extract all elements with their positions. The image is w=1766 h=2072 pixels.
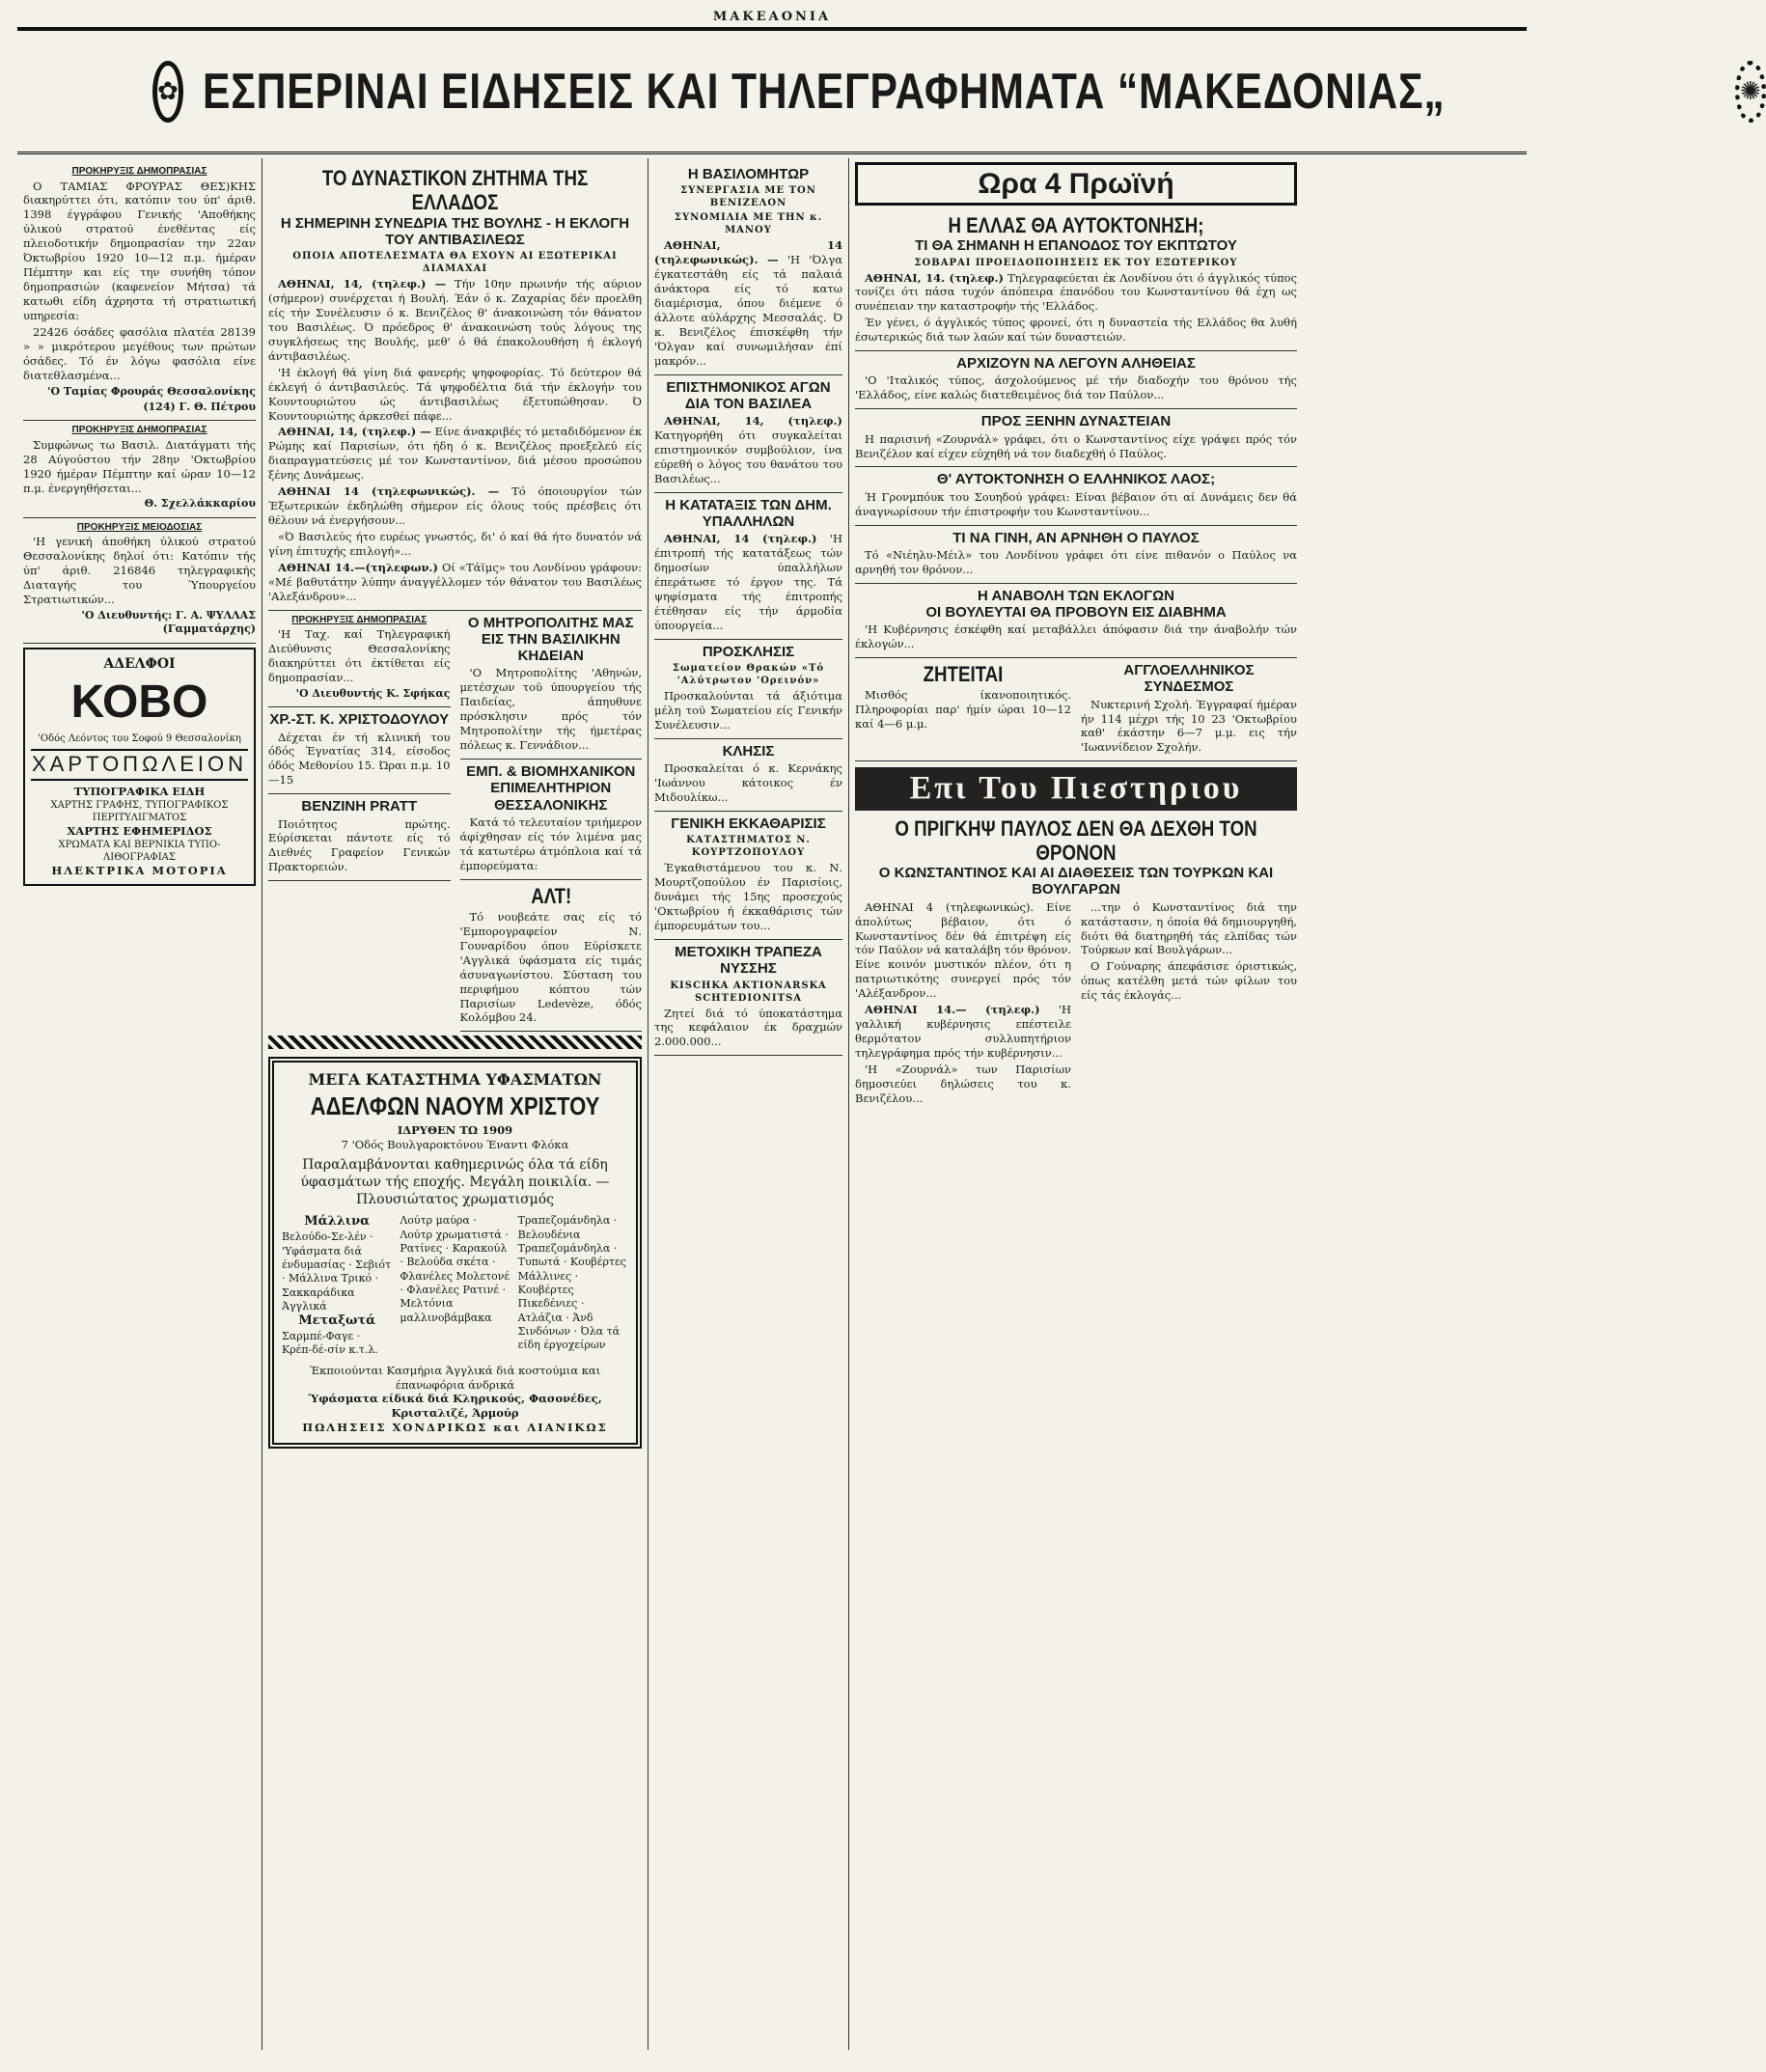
dateline: ΑΘΗΝΑΙ, 14, (τηλεφ.) — [278, 425, 431, 439]
masthead-title: ΕΣΠΕΡΙΝΑΙ ΕΙΔΗΣΕΙΣ ΚΑΙ ΤΗΛΕΓΡΑΦΗΜΑΤΑ “ΜΑΚΕΔΟΝΙΑΣ„ [202, 63, 1446, 120]
article-text: 22426 όσάδες φασόλια πλατέα 28139 » » μικρότερου μεγέθους των πρώτων όσάδες. Τό έν λόγω φασόλια είνε διατεθλασμένα... [23, 324, 256, 382]
wares-items: Τραπεζομάνδηλα · Βελουδένια Τραπεζομάνδηλα · Τυπωτά · Κουβέρτες Μάλλινες · Κουβέρτες Πικεδένιες · Ατλάζια · Άνδ Σινδόνων · Όλα τά είδη έργοχείρων [517, 1214, 626, 1352]
wares-items: Βελούδο-Σε-λέν · 'Υφάσματα διά ένδυμασίας · Σεβιότ · Μάλλινα Τρικό · Σακκαράδικα Άγγλικά [282, 1230, 392, 1312]
subheadline: Ο ΚΩΝΣΤΑΝΤΙΝΟΣ ΚΑΙ ΑΙ ΔΙΑΘΕΣΕΙΣ ΤΩΝ ΤΟΥΡΚΩΝ ΚΑΙ ΒΟΥΛΓΑΡΩΝ [878, 865, 1274, 898]
dateline: ΑΘΗΝΑΙ, 14 (τηλεφωνικώς). — [654, 238, 842, 267]
headline: ΠΡΟΣ ΞΕΝΗΝ ΔΥΝΑΣΤΕΙΑΝ [980, 413, 1172, 430]
column-2 [262, 158, 648, 2050]
ad-line: ΠΩΛΗΣΕΙΣ ΧΟΝΔΡΙΚΩΣ και ΛΙΑΝΙΚΩΣ [302, 1421, 608, 1435]
subheadline: ΣΥΝΟΜΙΛΙΑ ΜΕ ΤΗΝ κ. ΜΑΝΟΥ [674, 212, 823, 236]
column-1 [17, 158, 262, 2050]
article-text: Νυκτερινή Σχολή. Έγγραφαί ήμέραν ήν 114 μέχρι τής 10 23 'Οκτωβρίου καθ' έκάστην 6—7 μ.μ. εις τήν 'Ιωαννίδειον Σχολήν. [1081, 697, 1297, 755]
article-text: Οί «Τάϊμς» του Λονδίνου γράφουν: «Μέ βαθυτάτην λύπην άναγγέλλομεν τόν θάνατον του Βασιλέως 'Αλεξάνδρου»... [268, 560, 643, 603]
article-text: 'Η Ταχ. καί Τηλεγραφική Διεύθυνσις Θεσσαλονίκης διακηρύττει ότι έκτίθεται είς δημοπρασίαν... [268, 627, 451, 685]
ad-line: ΙΔΡΥΘΕΝ ΤΩ 1909 [397, 1122, 513, 1137]
article-text: «Ό Βασιλεύς ήτο ευρέως γνωστός, δι' ό καί θά ήτο δυνατόν νά γίνη έπιτυχής επιλογή»... [268, 530, 642, 558]
kobo-line: ΧΑΡΤΗΣ ΕΦΗΜΕΡΙΔΟΣ [67, 823, 212, 838]
press-banner: Επι Του Πιεστηριου [855, 767, 1297, 810]
headline: ΚΛΗΣΙΣ [722, 743, 775, 760]
article-text: Δέχεται έν τή κλινική του όδός Έγνατίας 314, είσοδος όδός Μεθονίου 15. Ώραι π.μ. 10—15 [268, 730, 451, 787]
masthead [17, 31, 1761, 154]
ad-line: ΜΕΓΑ ΚΑΤΑΣΤΗΜΑ ΥΦΑΣΜΑΤΩΝ [308, 1070, 602, 1090]
notice-heading: ΠΡΟΚΗΡΥΞΙΣ ΜΕΙΟΔΟΣΙΑΣ [76, 521, 203, 533]
dateline: ΑΘΗΝΑΙ, 14. (τηλεφ.) [865, 270, 1004, 285]
dateline: ΑΘΗΝΑΙ 14.—(τηλεφων.) [278, 560, 438, 574]
subheadline: ΤΙ ΘΑ ΣΗΜΑΝΗ Η ΕΠΑΝΟΔΟΣ ΤΟΥ ΕΚΠΤΩΤΟΥ [915, 237, 1237, 255]
wares-list [282, 1214, 628, 1357]
article-text: 'Η Κυβέρνησις έσκέφθη καί μεταβάλλει άπόφασιν διά την άναβολήν τών έκλογών... [855, 622, 1297, 651]
dateline: ΑΘΗΝΑΙ 14.— (τηλεφ.) [865, 1003, 1040, 1017]
article-text: Ποιότητος πρώτης. Εύρίσκεται πάντοτε είς τό Διεθνές Γραφείον Γενικών Πρακτορειών. [268, 816, 451, 874]
ad-title: ΑΔΕΛΦΩΝ ΝΑΟΥΜ ΧΡΙΣΤΟΥ [310, 1091, 600, 1121]
article-text: Μισθός ίκανοποιητικός. Πληροφορίαι παρ' ήμίν ώραι 10—12 καί 4—6 μ.μ. [855, 688, 1071, 732]
headline: Ο ΠΡΙΓΚΗΨ ΠΑΥΛΟΣ ΔΕΝ ΘΑ ΔΕΧΘΗ ΤΟΝ ΘΡΟΝΟΝ [895, 815, 1257, 865]
ad-heading: ΒΕΝΖΙΝΗ PRATT [301, 798, 418, 815]
article-text: Ζητεί διά τό ύποκατάστημα της κεφάλαιον έκ δραχμών 2.000.000... [654, 1006, 842, 1049]
article-text: Τό όποιουργίον τών Έξωτερικών έκδηλώθη σήμερον είς όλους τούς πρέσβεις ότι θέλουν νά ένεργήσουν... [268, 484, 643, 528]
kobo-address: 'Οδός Λεόντος του Σοφού 9 Θεσσαλονίκη [38, 733, 241, 745]
signature: 'Ο Διευθυντής: Γ. Α. ΨΥΛΛΑΣ (Γαμματάρχης) [81, 608, 256, 636]
kobo-line: ΤΥΠΟΓΡΑΦΙΚΑ ΕΙΔΗ [73, 784, 206, 798]
subheadline: ΟΠΟΙΑ ΑΠΟΤΕΛΕΣΜΑΤΑ ΘΑ ΕΧΟΥΝ ΑΙ ΕΞΩΤΕΡΙΚΑΙ ΔΙΑΜΑΧΑΙ [292, 251, 618, 275]
subheadline: ΚΑΤΑΣΤΗΜΑΤΟΣ Ν. ΚΟΥΡΤΖΟΠΟΥΛΟΥ [686, 835, 811, 859]
article-text: 'Η γαλλική κυβέρνησις επέστειλε θερμότατον συλλυπητήριον τηλεγράφημα πρός τήν κυβέρνησιν... [855, 1003, 1072, 1061]
ad-heading: ΑΓΓΛΟΕΛΛΗΝΙΚΟΣ ΣΥΝΔΕΣΜΟΣ [1123, 662, 1255, 696]
headline: Η ΒΑΣΙΛΟΜΗΤΩΡ [687, 166, 810, 182]
article-text: 'Η γενική άποθήκη ύλικού στρατού Θεσσαλονίκης δηλοί ότι: Κατόπιν τής ύπ' άριθ. 216846 τηλεγραφικής Διαταγής του Ύπουργείου Στρατιωτικών... [23, 535, 256, 607]
kobo-subtitle: ΧΑΡΤΟΠΩΛΕΙΟΝ [31, 749, 248, 781]
ad-heading: ΑΛΤ! [530, 883, 571, 908]
article-text: Τηλεγραφεύεται έκ Λονδίνου ότι ό άγγλικός τύπος τονίζει ότι πάσα τυχόν άπόπειρα έπανόδου του Κωνσταντίνου θά έχη ως συνέπειαν την καταστροφήν τής 'Ελλάδος. [855, 270, 1298, 314]
headline: ΜΕΤΟΧΙΚΗ ΤΡΑΠΕΖΑ ΝΥΣΣΗΣ [675, 944, 822, 978]
dateline: ΑΘΗΝΑΙ, 14, (τηλεφ.) — [278, 277, 447, 291]
wares-heading: Μεταξωτά [298, 1313, 376, 1329]
headline: Η ΑΝΑΒΟΛΗ ΤΩΝ ΕΚΛΟΓΩΝ [978, 587, 1174, 604]
headline: Η ΕΛΛΑΣ ΘΑ ΑΥΤΟΚΤΟΝΗΣΗ; [948, 213, 1204, 237]
decorative-border [268, 1036, 642, 1049]
wares-heading: Μάλλινα [304, 1214, 371, 1229]
subheadline: KISCHKA AKTIONARSKA SCHTEDIONITSA [670, 980, 827, 1004]
fabric-store-advertisement [268, 1057, 642, 1449]
headline: ΕΠΙΣΤΗΜΟΝΙΚΟΣ ΑΓΩΝ ΔΙΑ ΤΟΝ ΒΑΣΙΛΕΑ [666, 378, 831, 412]
dateline: ΑΘΗΝΑΙ, 14, (τηλεφ.) [664, 414, 842, 428]
signature: Θ. Σχελλάκκαρίου [144, 497, 256, 511]
article-text: Κατηγορήθη ότι συγκαλείται επιστημονικόν συμβούλιον, ίνα εύρεθή ο λόγος του θανάτου του Βασιλέως... [654, 428, 842, 485]
notice-heading: ΠΡΟΚΗΡΥΞΙΣ ΔΗΜΟΠΡΑΣΙΑΣ [291, 614, 428, 625]
subheadline: ΟΙ ΒΟΥΛΕΥΤΑΙ ΘΑ ΠΡΟΒΟΥΝ ΕΙΣ ΔΙΑΒΗΜΑ [925, 603, 1227, 621]
subheadline: Σωματείον Θρακών «Τό 'Αλύτρωτον 'Ορεινόν» [672, 663, 825, 687]
article-text: Ή Γρονμπόυκ του Σουηδού γράφει: Είναι βέβαιον ότι αί Δυνάμεις δεν θά άναγνωρίσουν τήν έπιστροφήν του Κωνσταντίνου... [855, 489, 1297, 518]
headline: Θ' ΑΥΤΟΚΤΟΝΗΣΗ Ο ΕΛΛΗΝΙΚΟΣ ΛΑΟΣ; [936, 471, 1216, 488]
time-banner: Ωρα 4 Πρωϊνή [855, 162, 1297, 206]
article-text: Προσκαλείται ό κ. Κερνάκης 'Ιωάννου κάτοικος έν Μιδουλίκω... [654, 761, 842, 805]
ad-line: Παραλαμβάνονται καθημερινώς όλα τά είδη ύφασμάτων τής εποχής. Μεγάλη ποικιλία. — Πλουσιώτατος χρωματισμός [300, 1156, 610, 1208]
article-text: Είνε άνακριβές τό μεταδιδόμενον έκ Ρώμης καί Παρισίων, ότι ήδη ό κ. Βενιζέλος προεξελεύ είς διαπραγματεύσεις μέ τον Κωνσταντίνον, διά μέσου προσώπου ξένης Δυνάμεως. [268, 425, 643, 483]
signature: 'Ο Διευθυντής Κ. Σφήκας [295, 686, 451, 700]
ad-line: 7 'Οδός Βουλγαροκτόνου Έναντι Φλόκα [341, 1137, 569, 1151]
headline: ΓΕΝΙΚΗ ΕΚΚΑΘΑΡΙΣΙΣ [671, 815, 826, 833]
wares-items: Σαρμπέ-Φαγε · Κρέπ-δέ-σίν κ.τ.λ. [282, 1329, 378, 1357]
star-seal-icon: ✺ [1735, 61, 1766, 123]
ad-heading: ΖΗΤΕΙΤΑΙ [923, 662, 1004, 687]
kobo-advertisement [23, 648, 256, 886]
article-text: Η παρισινή «Ζουρνάλ» γράφει, ότι ο Κωνσταντίνος είχε γράψει πρός τόν Βενιζέλον καί είχεν εύχηθή νά τον διαδεχθή ό Παύλος. [855, 431, 1297, 460]
ad-line: Ύφάσματα είδικά διά Κληρικούς, Φασονέδες, Κρισταλιζέ, Άρμούρ [308, 1392, 602, 1421]
headline: Ο ΜΗΤΡΟΠΟΛΙΤΗΣ ΜΑΣ ΕΙΣ ΤΗΝ ΒΑΣΙΛΙΚΗΝ ΚΗΔΕΙΑΝ [467, 614, 634, 665]
dateline: ΑΘΗΝΑΙ, 14 (τηλεφ.) [664, 532, 817, 546]
article-text: 'Η 'Όλγα έγκατεστάθη είς τά παλαιά άνάκτορα είς τό κατω διαμέρισμα, όπου διέμενε ό άλλοτε αύλάρχης Μεσσαλάς. Ό κ. Βενιζέλος έπισκέφθη τήν 'Όλγαν καί συνωμιλήσαν έπί μακρόν... [654, 253, 842, 368]
dateline: ΑΘΗΝΑΙ 14 (τηλεφωνικώς). — [278, 484, 500, 499]
article-text: Ο Γούναρης άπεφάσισε όριστικώς, όπως κατέλθη μετά τών φίλων του είς τάς έκλογάς... [1081, 959, 1297, 1003]
kobo-line: ΧΑΡΤΗΣ ΓΡΑΦΗΣ, ΤΥΠΟΓΡΑΦΙΚΟΣ ΠΕΡΙΤΥΛΙΓΜΑΤΟΣ [50, 799, 229, 823]
article-text: 'Η έπιτροπή τής κατατάξεως τών δημοσίων ύπαλλήλων έπεράτωσε τό έργον της. Τά ψηφίσματα τής έπιτροπής έτέθησαν είς τήν άρμοδία ύπουργεία... [654, 532, 842, 632]
kobo-line: ΧΡΩΜΑΤΑ ΚΑΙ ΒΕΡΝΙΚΙΑ ΤΥΠΟ-ΛΙΘΟΓΡΑΦΙΑΣ [58, 839, 221, 863]
headline: ΕΜΠ. & ΒΙΟΜΗΧΑΝΙΚΟΝ ΕΠΙΜΕΛΗΤΗΡΙΟΝ ΘΕΣΣΑΛΟΝΙΚΗΣ [466, 763, 636, 814]
wares-items: Λούτρ μαύρα · Λούτρ χρωματιστά · Ρατίνες · Καρακούλ · Βελούδα σκέτα · Φλανέλες Μολετονέ · Φλανέλες Ρατινέ · Μελτόνια μαλλινοβάμβακα [400, 1214, 510, 1324]
article-text: Τό «Νιέηλυ-Μέιλ» του Λονδίνου γράφει ότι είνε πιθανόν ο Παύλος να αρνηθή τον θρόνον... [855, 547, 1297, 576]
ad-line: Έκποιούνται Κασμήρια Άγγλικά διά κοστούμια και έπανωφόρια άνδρικά [309, 1363, 601, 1392]
ad-heading: ΧΡ.-ΣΤ. Κ. ΧΡΙΣΤΟΔΟΥΛΟΥ [269, 711, 450, 729]
article-text: Τό νουβεάτε σας είς τό 'Εμπορογραφείον Ν. Γουναρίδου όπου Εύρίσκετε 'Αγγλικά ύφάσματα είς τιμάς άσυναγωνίστου. Σύσταση του περιφήμου κόπτου τών Παρισίων Ledevèze, όδός Κολόμβου 24. [459, 909, 642, 1025]
article-text: 'Η «Ζουρνάλ» των Παρισίων δημοσιεύει δηλώσεις του κ. Βενιζέλου... [855, 1062, 1071, 1105]
column-3 [648, 158, 849, 2050]
article-text: 'Η έκλογή θά γίνη διά φανερής ψηφοφορίας. Τό δεύτερον θά έκλεγή ό άντιβασιλεύς. Τά ψηφοδέλτια διά τήν έκλογήν του Κουντουριώτου ώς άντιβασιλέως έξετυπώθησαν. Ό Κουντουριώτης άρκεσθεί πάφε... [268, 365, 642, 423]
article-text: ...την ό Κωνσταντίνος διά την κατάστασιν, η όποία θά δημιουργηθή, διότι θά διατηρηθή τάς ελπίδας τών Τούρκων καί Βουλγάρων... [1081, 899, 1297, 957]
article-text: 'Ο 'Ιταλικός τύπος, άσχολούμενος μέ τήν διαδοχήν του θρόνου τής 'Ελλάδος, είνε καλώς διατεθειμένος διά τον Παύλον... [855, 373, 1297, 402]
headline: Η ΚΑΤΑΤΑΞΙΣ ΤΩΝ ΔΗΜ. ΥΠΑΛΛΗΛΩΝ [665, 496, 832, 531]
subheadline: ΣΟΒΑΡΑΙ ΠΡΟΕΙΔΟΠΟΙΗΣΕΙΣ ΕΚ ΤΟΥ ΕΞΩΤΕΡΙΚΟΥ [914, 257, 1238, 268]
article-text: Τήν 10ην πρωινήν τής αύριον (σήμερον) συνέρχεται ή Βουλή. Έάν ό κ. Ζαχαρίας δέν προελθη είς τήν Συνέλευσιν ό κ. Βενιζέλος θ' άνακοινώση τόν θάνατον του Βασιλέως. Ό πρόεδρος θ' άνακοινώση τούς λόγους της συγκλήσεως της Βουλής, μεθ' ό θά έπακολουθήση ή έκλογή άντιβασιλέως. [268, 277, 642, 363]
notice-heading: ΠΡΟΚΗΡΥΞΙΣ ΔΗΜΟΠΡΑΣΙΑΣ [71, 425, 207, 436]
article-text: Συμφώνως τω Βασιλ. Διατάγματι τής 28 Αύγούστου τήν 28ην 'Οκτωβρίου 1920 ήμέραν Πέμπτην καί ώραν 10—12 π.μ. ένεργηθήσεται... [23, 437, 256, 495]
article-text: Κατά τό τελευταίον τριήμερον άφίχθησαν είς τόν λιμένα μας τά κατωτέρω άτμόπλοια καί τά έμπορεύματα: [459, 815, 642, 872]
article-text: Έγκαθιστάμενου του κ. Ν. Μουρτζοπούλου έν Παρισίοις, δυνάμει τής 15ης προσεχούς 'Οκτωβρίου ή έκκαθάρισις τών έμπορευμάτων του... [654, 861, 842, 933]
article-text: 'Ο Μητροπολίτης 'Αθηνών, μετέσχων τοϋ ύπουργείου τής Παιδείας, άπηυθυνε πρόσκλησιν πρός τόν Μητροπολίτην τής ήμετέρας πόλεως κ. Γεννάδιον... [459, 666, 642, 753]
notice-heading: ΠΡΟΚΗΡΥΞΙΣ ΔΗΜΟΠΡΑΣΙΑΣ [71, 166, 207, 177]
kobo-top: ΑΔΕΛΦΟΙ [103, 655, 176, 672]
signature: (124) Γ. Θ. Πέτρου [143, 400, 256, 413]
article-text: Προσκαλούνται τά άξιότιμα μέλη τοϋ Σωματείου είς Γενικήν Συνέλευσιν... [654, 689, 842, 732]
seal-icon: ✿ [152, 61, 183, 123]
subheadline: Η ΣΗΜΕΡΙΝΗ ΣΥΝΕΔΡΙΑ ΤΗΣ ΒΟΥΛΗΣ - Η ΕΚΛΟΓΗ ΤΟΥ ΑΝΤΙΒΑΣΙΛΕΩΣ [280, 214, 630, 248]
column-4 [849, 158, 1303, 2050]
kobo-line: ΗΛΕΚΤΡΙΚΑ ΜΟΤΟΡΙΑ [51, 863, 228, 877]
running-head: MAKEAONIA [17, 10, 1527, 31]
headline: ΤΟ ΔΥΝΑΣΤΙΚΟΝ ΖΗΤΗΜΑ ΤΗΣ ΕΛΛΑΔΟΣ [321, 166, 589, 215]
article-text: ΑΘΗΝΑΙ 4 (τηλεφωνικώς). Είνε άπολύτως βέβαιον, ότι ό Κωνσταντίνος δέν θά έπιτρέψη είς τόν Παύλον νά καταλάβη τόν θρόνον. Είνε κοινόν μυστικόν πλέον, ότι η πατριωτικότης συνεργεί πρός τόν 'Αλέξανδρον... [855, 899, 1071, 1001]
subheadline: ΣΥΝΕΡΓΑΣΙΑ ΜΕ ΤΟΝ ΒΕΝΙΖΕΛΟΝ [680, 185, 816, 209]
kobo-name: ΚΟΒΟ [70, 676, 208, 728]
headline: ΠΡΟΣΚΛΗΣΙΣ [702, 643, 795, 660]
headline: ΤΙ ΝΑ ΓΙΝΗ, ΑΝ ΑΡΝΗΘΗ Ο ΠΑΥΛΟΣ [952, 529, 1200, 546]
article-text: Έν γένει, ό άγγλικός τύπος φρονεί, ότι η δυναστεία τής Ελλάδος θα λυθή έσωτερικώς διά των λαών καί τών δυναστειών. [855, 316, 1297, 345]
signature: 'Ο Ταμίας Φρουράς Θεσσαλονίκης [47, 384, 256, 398]
headline: ΑΡΧΙΖΟΥΝ ΝΑ ΛΕΓΟΥΝ ΑΛΗΘΕΙΑΣ [956, 355, 1196, 373]
article-text: Ο ΤΑΜΙΑΣ ΦΡΟΥΡΑΣ ΘΕΣ)ΚΗΣ διακηρύττει ότι, κατόπιν του ύπ' άριθ. 1398 έγγράφου Γενικής 'Αποθήκης ύλικού στρατού ένεθέντας είς πλειοδοτικήν δημοπρασίαν την 22αν Όκτωβρίου 1920 10—12 π.μ. ήμέραν Πέμπτην και είς την συνήθη τόπον δημοπρασιών (καφενείον Μήτσα) τά κατωθι είδη άχρηστα τή στρατιωτική υπηρεσία: [23, 179, 256, 322]
